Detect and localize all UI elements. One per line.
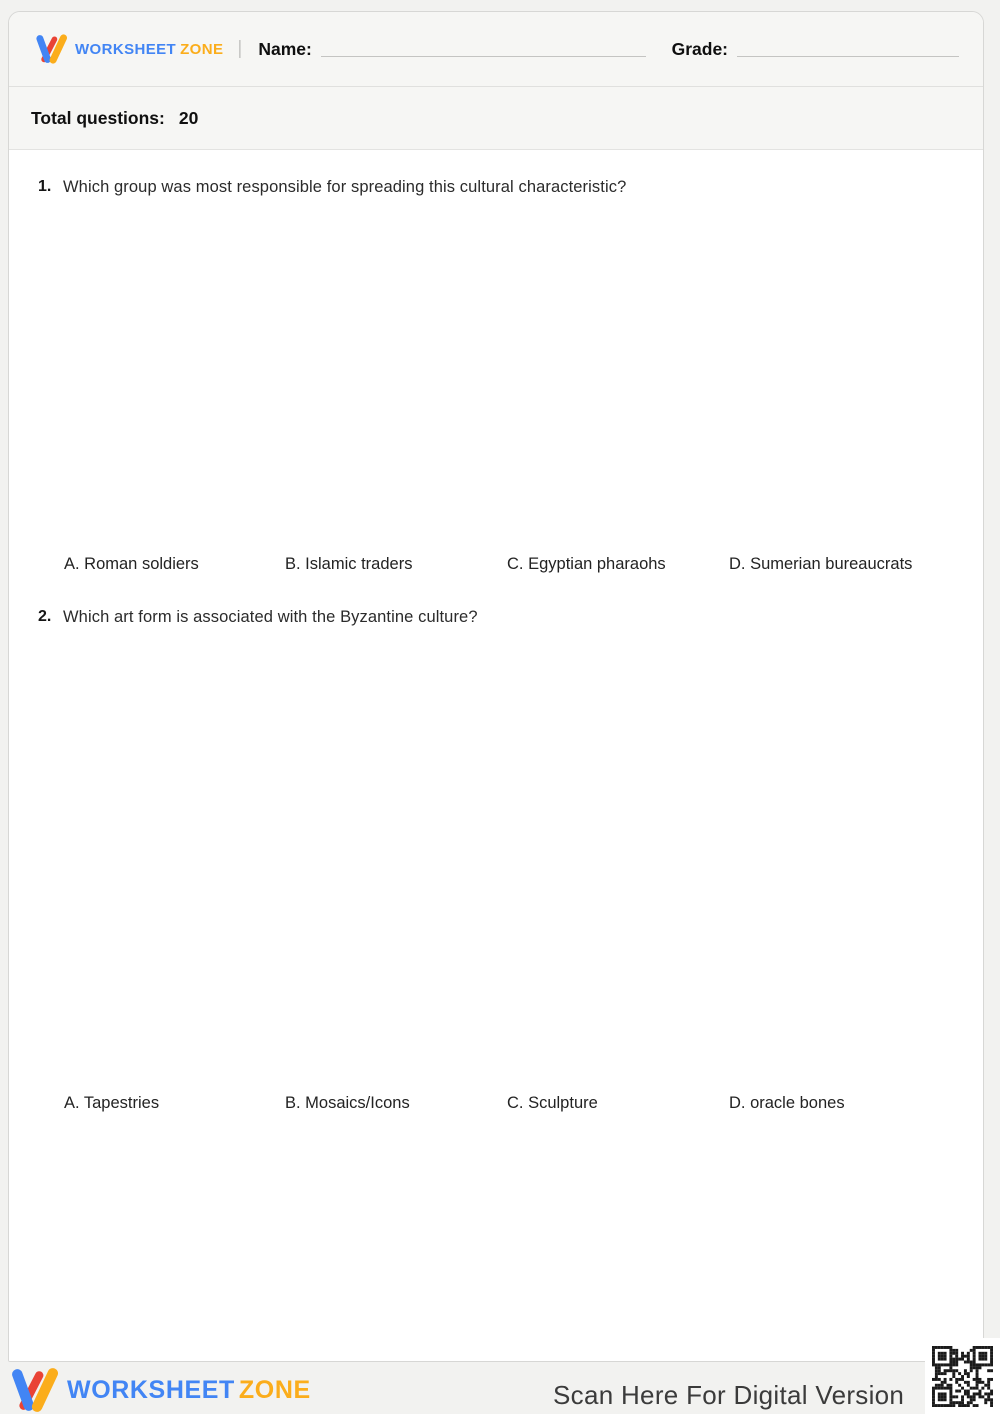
question-number: 1.	[38, 178, 52, 195]
grade-label: Grade:	[671, 38, 728, 59]
footer-brand-logo	[10, 1368, 311, 1412]
brand-wordmark-primary: WORKSHEET	[75, 40, 177, 58]
option-d: D. oracle bones	[729, 1094, 845, 1112]
option-a: A. Tapestries	[64, 1094, 160, 1112]
option-b: B. Mosaics/Icons	[285, 1094, 410, 1112]
brand-wordmark-primary: WORKSHEET	[67, 1375, 235, 1404]
question-2-options	[9, 1094, 983, 1116]
option-b: B. Islamic traders	[285, 555, 413, 573]
question-text: Which art form is associated with the Byzantine culture?	[63, 608, 478, 626]
question-2	[38, 608, 963, 627]
question-1	[38, 178, 963, 197]
grade-fill-line	[737, 42, 959, 57]
brand-wordmark-secondary: ZONE	[238, 1375, 311, 1404]
option-c: C. Sculpture	[507, 1094, 598, 1112]
scan-here-label: Scan Here For Digital Version	[553, 1380, 905, 1410]
total-questions-label: Total questions:	[31, 107, 165, 128]
brand-wordmark	[67, 1376, 311, 1405]
content-area	[9, 150, 983, 1362]
brand-wordmark	[75, 41, 223, 58]
header-separator: |	[237, 38, 243, 59]
brand-w-icon	[35, 32, 67, 66]
option-d: D. Sumerian bureaucrats	[729, 555, 913, 573]
brand-wordmark-secondary: ZONE	[180, 40, 224, 58]
worksheet-card	[8, 11, 984, 1362]
total-questions-bar	[9, 87, 983, 150]
qr-code-icon	[932, 1346, 993, 1407]
option-a: A. Roman soldiers	[64, 555, 199, 573]
header-bar	[9, 12, 983, 87]
option-c: C. Egyptian pharaohs	[507, 555, 666, 573]
question-text: Which group was most responsible for spreading this cultural characteristic?	[63, 178, 627, 196]
name-label: Name:	[258, 38, 312, 59]
name-fill-line	[321, 42, 646, 57]
question-number: 2.	[38, 608, 52, 625]
question-1-options	[9, 555, 983, 577]
brand-logo	[35, 32, 223, 66]
brand-w-icon	[10, 1368, 58, 1412]
total-questions-value: 20	[178, 107, 199, 128]
qr-code	[925, 1338, 1000, 1414]
